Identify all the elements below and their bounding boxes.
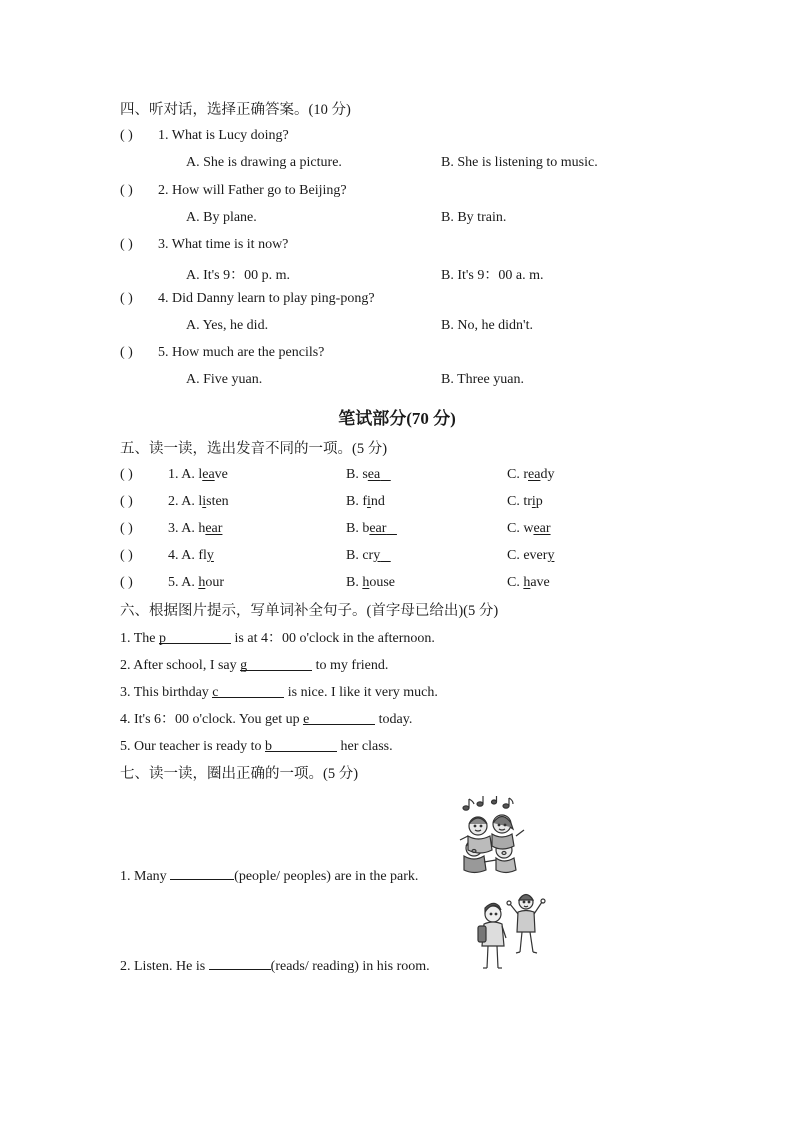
- option-c[interactable]: C. ready: [507, 467, 555, 482]
- fill-in-sentence: [120, 738, 393, 756]
- option-b[interactable]: B. bear: [346, 521, 387, 536]
- option-b[interactable]: B. It's 9：00 a. m.: [441, 268, 544, 283]
- answer-blank[interactable]: [303, 711, 375, 725]
- option-a[interactable]: A. It's 9：00 p. m.: [186, 268, 291, 283]
- first-letter: p: [159, 631, 167, 646]
- question-text: 1. What is Lucy doing?: [158, 128, 289, 143]
- answer-bracket[interactable]: ( ): [120, 291, 133, 306]
- answer-blank[interactable]: [209, 956, 271, 970]
- answer-blank[interactable]: [240, 657, 312, 671]
- option-b[interactable]: B. find: [346, 494, 385, 509]
- phonics-row: [0, 467, 794, 485]
- sentence-start: 3. This birthday: [120, 685, 213, 700]
- first-letter: c: [212, 685, 219, 700]
- written-part-title: 笔试部分(70 分): [338, 409, 456, 428]
- sentence-end: today.: [375, 712, 413, 727]
- answer-bracket[interactable]: ( ): [120, 548, 133, 563]
- option-row: [0, 264, 794, 282]
- option-b[interactable]: B. She is listening to music.: [441, 155, 598, 170]
- question-row: [0, 237, 794, 255]
- option-b[interactable]: B. cry: [346, 548, 381, 563]
- option-c[interactable]: C. every: [507, 548, 555, 563]
- phonics-row: [0, 521, 794, 539]
- sentence-start: 1. The: [120, 631, 160, 646]
- phonics-row: [0, 494, 794, 512]
- first-letter: b: [265, 739, 272, 754]
- question-text: 3. What time is it now?: [158, 237, 289, 252]
- option-b[interactable]: B. No, he didn't.: [441, 318, 533, 333]
- option-a[interactable]: A. She is drawing a picture.: [186, 155, 342, 170]
- question-row: [0, 291, 794, 309]
- option-a[interactable]: 5. A. hour: [168, 575, 225, 590]
- sentence-end: (reads/ reading) in his room.: [270, 959, 430, 974]
- answer-bracket[interactable]: ( ): [120, 575, 133, 590]
- option-c[interactable]: C. trip: [507, 494, 543, 509]
- option-a[interactable]: A. By plane.: [186, 210, 257, 225]
- question-row: [0, 128, 794, 146]
- fill-in-sentence: [120, 711, 412, 729]
- question-text: 5. How much are the pencils?: [158, 345, 325, 360]
- option-b[interactable]: B. sea: [346, 467, 381, 482]
- question-row: [0, 345, 794, 363]
- sentence-end: is nice. I like it very much.: [284, 685, 438, 700]
- first-letter: e: [303, 712, 310, 727]
- option-a[interactable]: A. Yes, he did.: [186, 318, 269, 333]
- answer-bracket[interactable]: ( ): [120, 345, 133, 360]
- option-a[interactable]: 1. A. leave: [168, 467, 228, 482]
- sentence-start: 2. After school, I say: [120, 658, 241, 673]
- question-row: [0, 183, 794, 201]
- fill-in-sentence: [120, 684, 438, 702]
- section5-heading: 五、读一读，选出发音不同的一项。(5 分): [120, 441, 388, 457]
- option-b[interactable]: B. Three yuan.: [441, 372, 524, 387]
- answer-blank[interactable]: [265, 738, 337, 752]
- sentence-start: 5. Our teacher is ready to: [120, 739, 265, 754]
- answer-bracket[interactable]: ( ): [120, 237, 133, 252]
- option-row: [0, 155, 794, 173]
- option-a[interactable]: 2. A. listen: [168, 494, 229, 509]
- answer-bracket[interactable]: ( ): [120, 467, 133, 482]
- phonics-row: [0, 575, 794, 593]
- answer-bracket[interactable]: ( ): [120, 521, 133, 536]
- answer-bracket[interactable]: ( ): [120, 128, 133, 143]
- phonics-row: [0, 548, 794, 566]
- answer-bracket[interactable]: ( ): [120, 183, 133, 198]
- section4-heading: 四、听对话，选择正确答案。(10 分): [120, 102, 351, 118]
- sentence-start: 4. It's 6：00 o'clock. You get up: [120, 712, 304, 727]
- boys-reading-picture: [476, 888, 550, 970]
- answer-blank[interactable]: [159, 630, 231, 644]
- section6-heading: 六、根据图片提示，写单词补全句子。(首字母已给出)(5 分): [120, 603, 499, 619]
- answer-blank[interactable]: [170, 866, 234, 880]
- section7-item-2: [120, 956, 430, 976]
- question-text: 4. Did Danny learn to play ping-pong?: [158, 291, 375, 306]
- answer-bracket[interactable]: ( ): [120, 494, 133, 509]
- sentence-end: is at 4：00 o'clock in the afternoon.: [231, 631, 435, 646]
- option-row: [0, 318, 794, 336]
- fill-in-sentence: [120, 630, 435, 648]
- option-c[interactable]: C. wear: [507, 521, 551, 536]
- sentence-start: 2. Listen. He is: [120, 959, 209, 974]
- section7-item-1: [120, 866, 418, 886]
- sentence-end: to my friend.: [312, 658, 389, 673]
- question-text: 2. How will Father go to Beijing?: [158, 183, 347, 198]
- section7-heading: 七、读一读，圈出正确的一项。(5 分): [120, 766, 359, 782]
- option-a[interactable]: 3. A. hear: [168, 521, 223, 536]
- sentence-end: (people/ peoples) are in the park.: [234, 869, 419, 884]
- sentence-end: her class.: [337, 739, 393, 754]
- option-b[interactable]: B. By train.: [441, 210, 507, 225]
- children-singing-picture: [456, 796, 528, 878]
- fill-in-sentence: [120, 657, 388, 675]
- sentence-start: 1. Many: [120, 869, 171, 884]
- option-b[interactable]: B. house: [346, 575, 396, 590]
- answer-blank[interactable]: [212, 684, 284, 698]
- option-c[interactable]: C. have: [507, 575, 550, 590]
- option-a[interactable]: 4. A. fly: [168, 548, 214, 563]
- music-note-icon: [463, 796, 513, 810]
- option-row: [0, 210, 794, 228]
- first-letter: g: [240, 658, 248, 673]
- option-a[interactable]: A. Five yuan.: [186, 372, 263, 387]
- option-row: [0, 372, 794, 390]
